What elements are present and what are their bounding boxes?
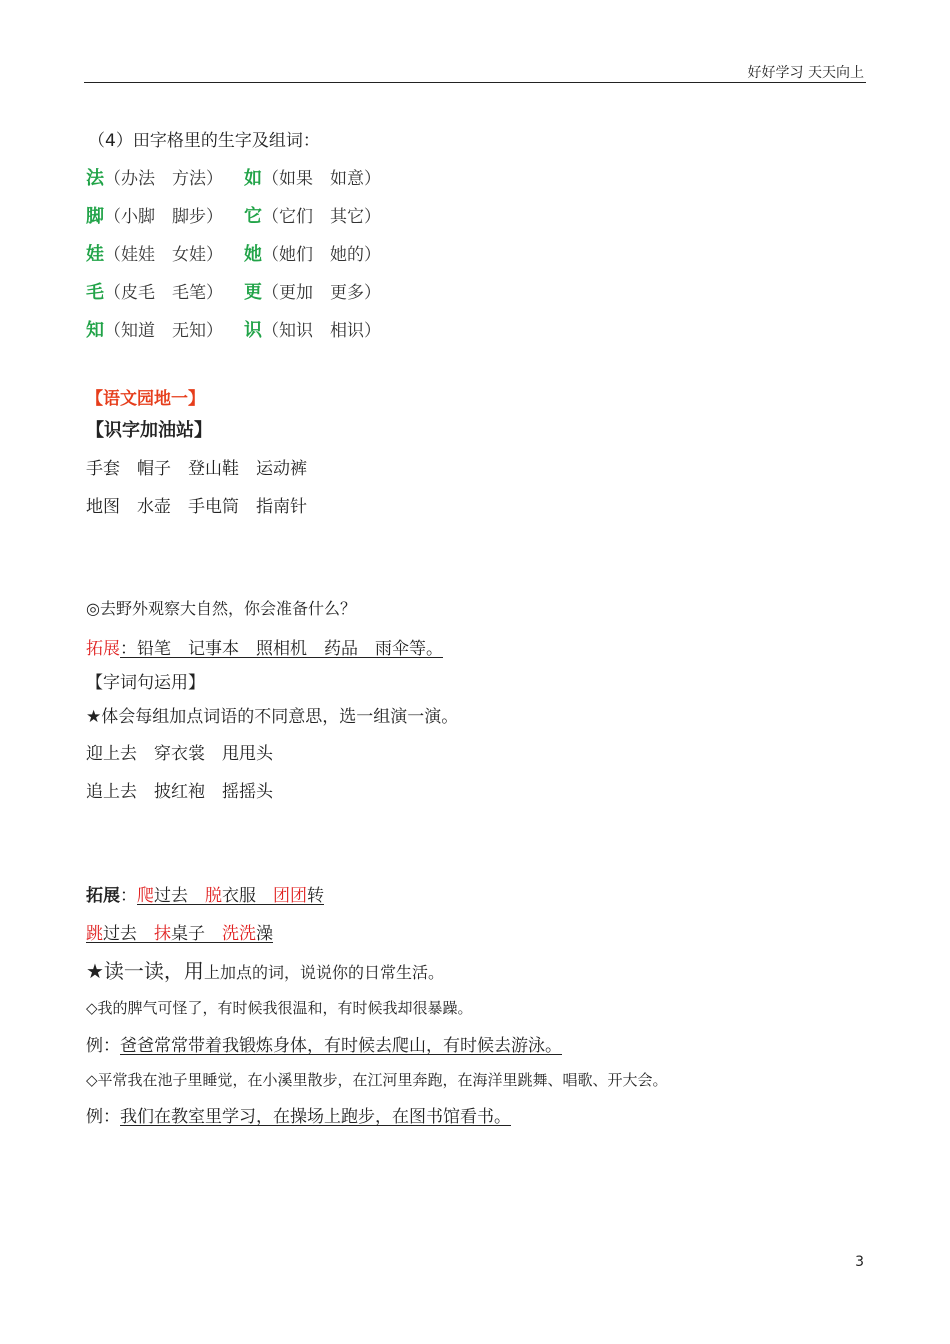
char-fa: 法: [86, 168, 104, 189]
char-shi: 识: [244, 320, 262, 341]
char-ta: 它: [244, 206, 262, 227]
read-sentence-1: ◇我的脾气可怪了，有时候我很温和，有时候我却很暴躁。: [86, 999, 473, 1017]
read-example-1: [86, 1031, 562, 1056]
char-ru: 如: [244, 168, 262, 189]
read-sentence-2: ◇平常我在池子里睡觉，在小溪里散步，在江河里奔跑，在海洋里跳舞、唱歌、开大会。: [86, 1071, 668, 1089]
section-4-title: （4）田字格里的生字及组词：: [88, 131, 320, 151]
usage-task: ★体会每组加点词语的不同意思，选一组演一演。: [86, 707, 459, 727]
char-mao: 毛: [86, 282, 104, 303]
words: （知识 相识）: [262, 321, 381, 341]
word-line-2: 地图 水壶 手电筒 指南针: [86, 497, 307, 517]
word-rest: 过去: [103, 924, 154, 944]
read-title: [86, 955, 444, 984]
highlight-char: 跳: [86, 924, 103, 944]
word-rest: 转: [307, 886, 324, 906]
words: （知道 无知）: [104, 321, 223, 341]
char-row: [86, 164, 486, 190]
words: （娃娃 女娃）: [104, 245, 223, 265]
char-row: [86, 240, 486, 266]
expand-label: 拓展: [86, 639, 120, 659]
example-answer: 我们在教室里学习，在操场上跑步，在图书馆看书。: [120, 1107, 511, 1127]
highlight-char: 脱: [205, 886, 222, 906]
char-row: [86, 316, 486, 342]
expand-answer: ：铅笔 记事本 照相机 药品 雨伞等。: [120, 639, 443, 659]
char-wa: 娃: [86, 244, 104, 265]
char-row: [86, 278, 486, 304]
usage-title: 【字词句运用】: [86, 673, 205, 693]
char-row: [86, 202, 486, 228]
char-zhi: 知: [86, 320, 104, 341]
usage-line-1: 迎上去 穿衣裳 甩甩头: [86, 744, 273, 764]
usage-expand-label: 拓展: [86, 886, 120, 906]
expand-words: [86, 924, 273, 944]
words: （小脚 脚步）: [104, 207, 223, 227]
usage-line-2: 追上去 披红袍 摇摇头: [86, 782, 273, 802]
read-example-2: [86, 1102, 511, 1127]
word-rest: 桌子: [171, 924, 222, 944]
highlight-char: 爬: [137, 886, 154, 906]
words: （它们 其它）: [262, 207, 381, 227]
words: （如果 如意）: [262, 169, 381, 189]
words: （办法 方法）: [104, 169, 223, 189]
garden-expand: [86, 634, 443, 659]
garden-subtitle: 【识字加油站】: [86, 420, 212, 441]
page-number: 3: [855, 1254, 864, 1270]
highlight-char: 团团: [273, 886, 307, 906]
word-rest: 衣服: [222, 886, 273, 906]
words: （她们 她的）: [262, 245, 381, 265]
header-text: 好好学习 天天向上: [747, 65, 864, 81]
char-geng: 更: [244, 282, 262, 303]
word-rest: 澡: [256, 924, 273, 944]
usage-expand-2: [86, 919, 273, 944]
header-divider: [84, 82, 866, 83]
example-label: 例：: [86, 1107, 120, 1127]
highlight-char: 洗洗: [222, 924, 256, 944]
char-ta2: 她: [244, 244, 262, 265]
read-title-rest: 上加点的词，说说你的日常生活。: [203, 963, 444, 982]
words: （皮毛 毛笔）: [104, 283, 223, 303]
garden-title: 【语文园地一】: [86, 389, 205, 409]
example-label: 例：: [86, 1036, 120, 1056]
read-title-big: ★读一读，用: [86, 959, 204, 983]
garden-question: ◎去野外观察大自然，你会准备什么？: [86, 599, 356, 618]
word-line-1: 手套 帽子 登山鞋 运动裤: [86, 459, 307, 479]
highlight-char: 抹: [154, 924, 171, 944]
example-answer: 爸爸常常带着我锻炼身体，有时候去爬山，有时候去游泳。: [120, 1036, 562, 1056]
words: （更加 更多）: [262, 283, 381, 303]
usage-expand-1: [86, 881, 324, 906]
colon: ：: [120, 886, 137, 906]
char-jiao: 脚: [86, 206, 104, 227]
word-rest: 过去: [154, 886, 205, 906]
expand-words: [137, 886, 324, 906]
